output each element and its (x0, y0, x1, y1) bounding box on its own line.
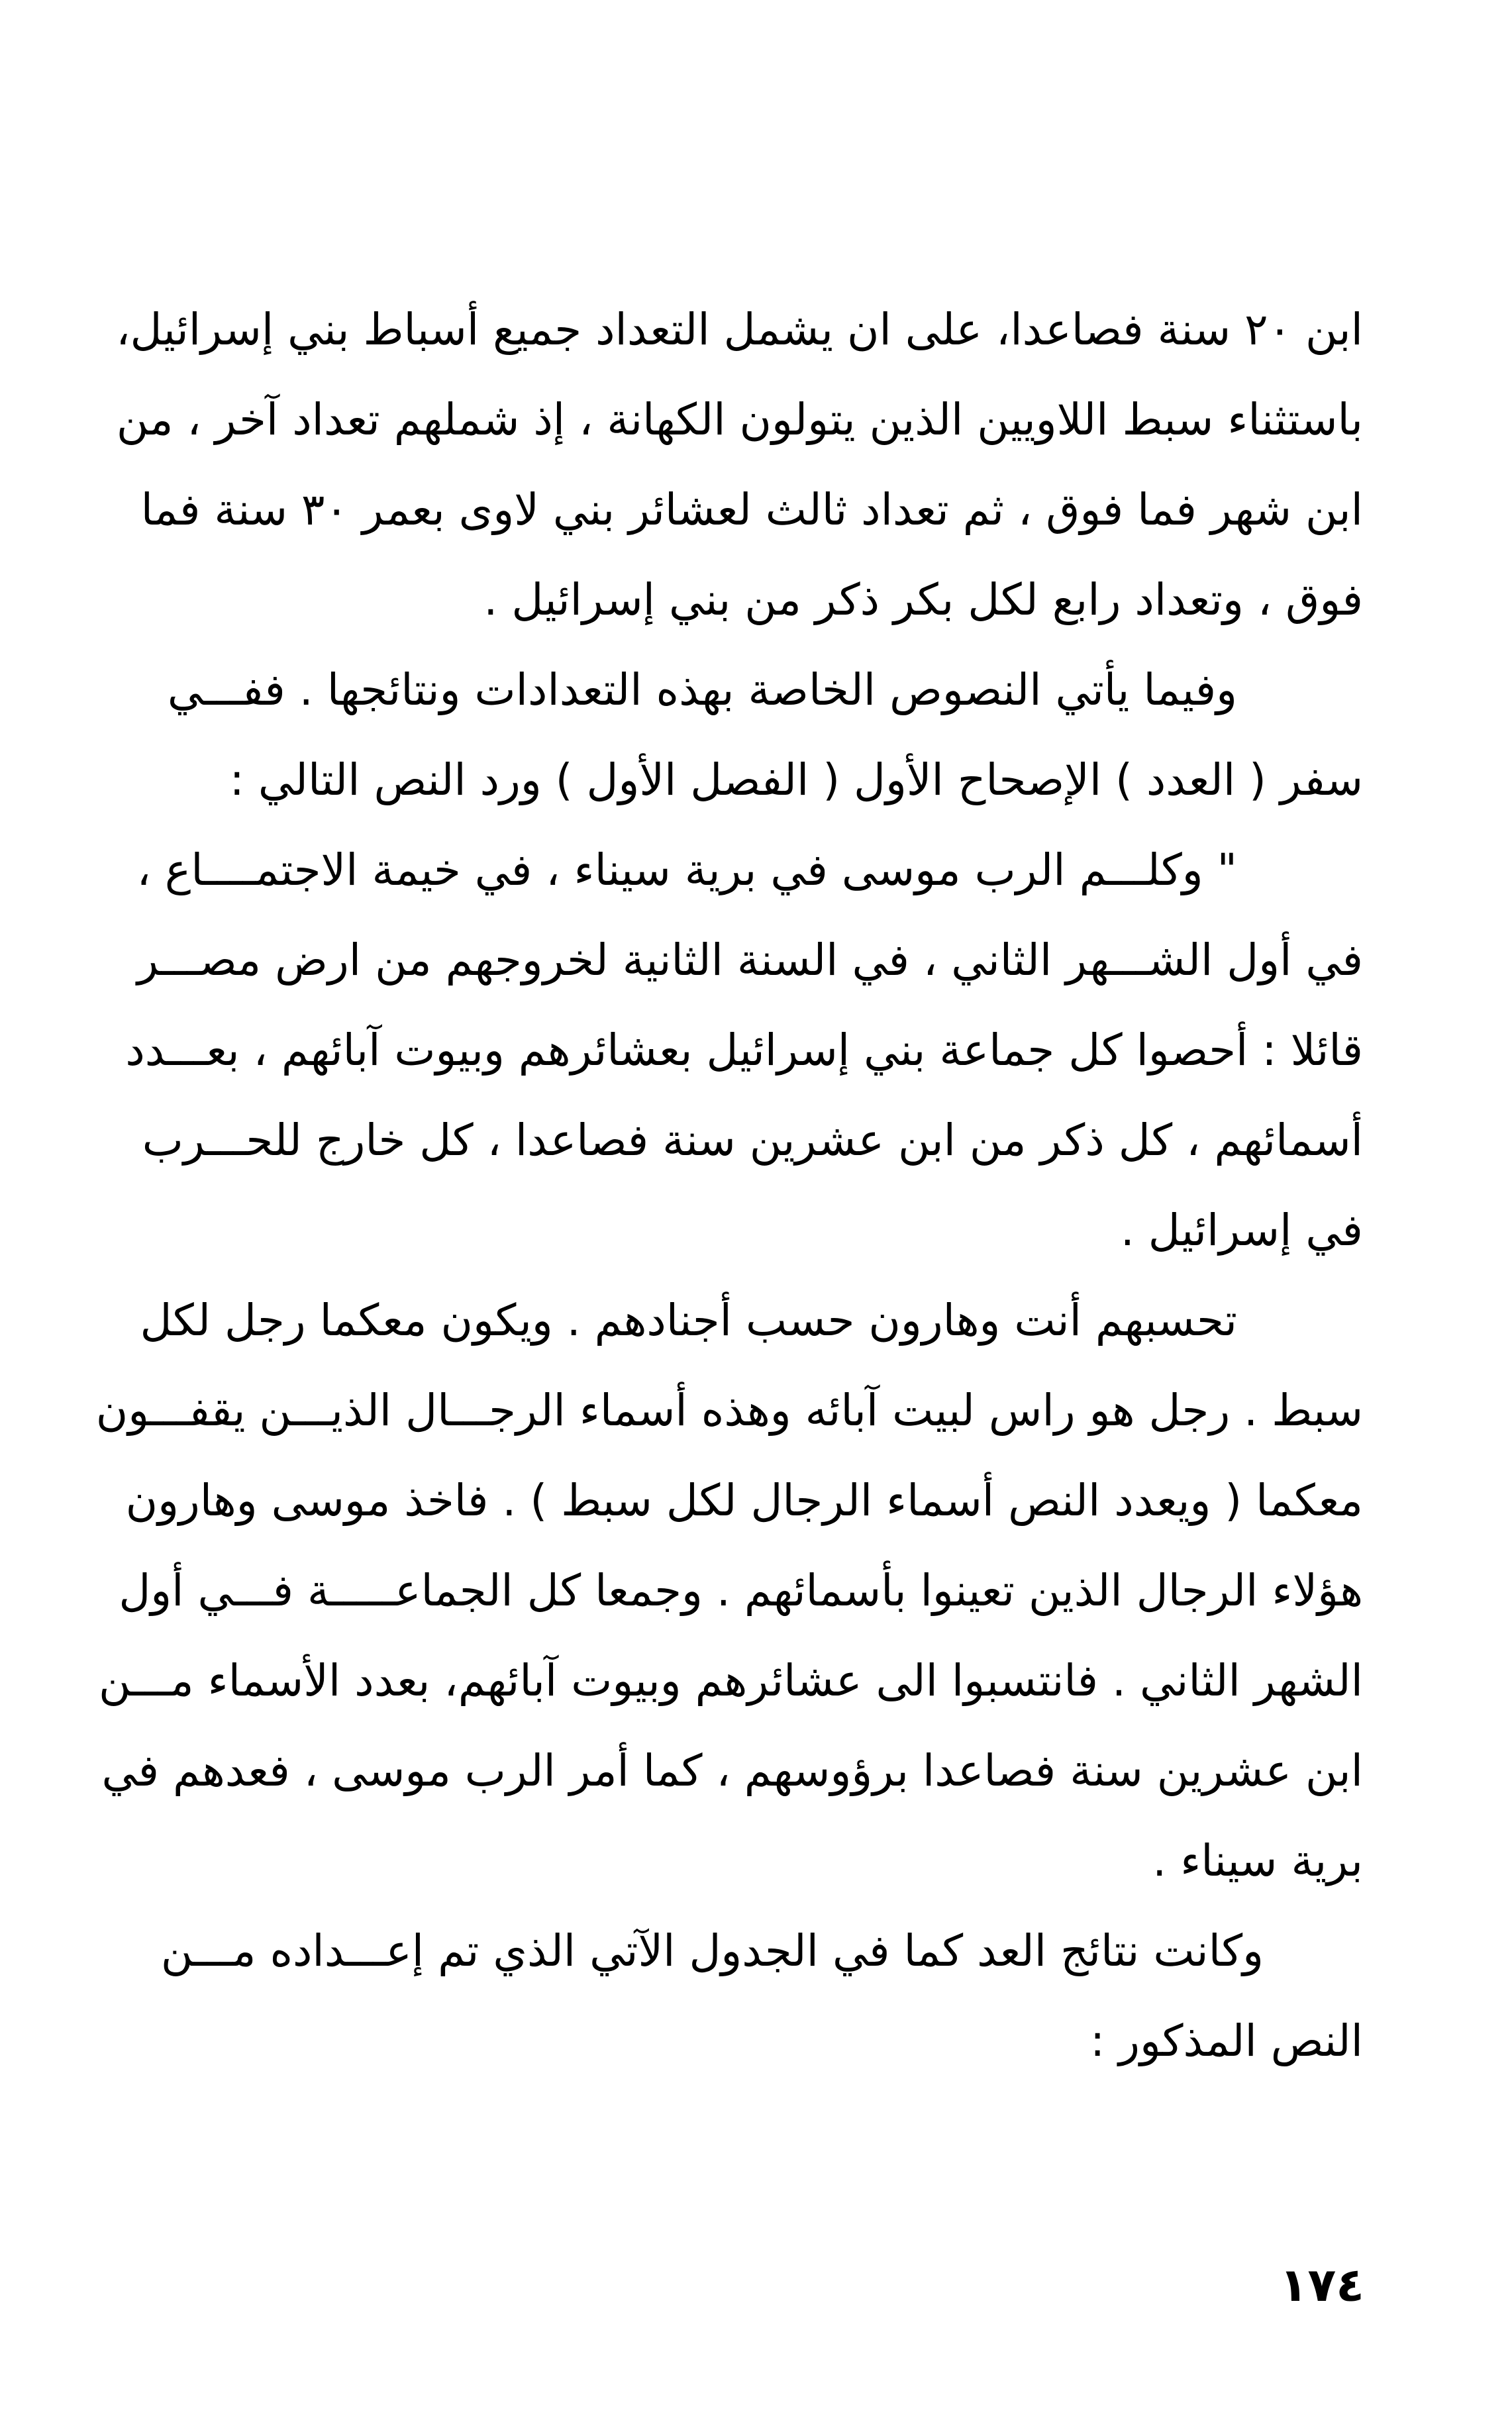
text-line-7: " وكلـــم الرب موسى في برية سيناء ، في خيمة الاجتمــــاع ، (136, 844, 1237, 895)
text-line-13: سبط . رجل هو راس لبيت آبائه وهذه أسماء الرجـــال الذيـــن يقفـــون (95, 1385, 1363, 1436)
text-line-14: معكما ( ويعدد النص أسماء الرجال لكل سبط ) . فاخذ موسى وهارون (125, 1475, 1363, 1526)
text-line-6: سفر ( العدد ) الإصحاح الأول ( الفصل الأول ) ورد النص التالي : (229, 754, 1363, 805)
text-line-8: في أول الشـــهر الثاني ، في السنة الثانية لخروجهم من ارض مصـــر (137, 935, 1363, 986)
text-line-19: وكانت نتائج العد كما في الجدول الآتي الذي تم إعـــداده مـــن (160, 1925, 1264, 1976)
text-line-20: النص المذكور : (1089, 2015, 1363, 2066)
text-line-18: برية سيناء . (1152, 1835, 1363, 1886)
text-line-4: فوق ، وتعداد رابع لكل بكر ذكر من بني إسرائيل . (483, 574, 1363, 625)
text-line-10: أسمائهم ، كل ذكر من ابن عشرين سنة فصاعدا ، كل خارج للحـــرب (142, 1115, 1363, 1166)
text-line-12: تحسبهم أنت وهارون حسب أجنادهم . ويكون معكما رجل لكل (140, 1295, 1237, 1346)
text-line-11: في إسرائيل . (1120, 1205, 1363, 1256)
text-line-3: ابن شهر فما فوق ، ثم تعداد ثالث لعشائر بني لاوى بعمر ٣٠ سنة فما (140, 484, 1363, 535)
text-line-17: ابن عشرين سنة فصاعدا برؤوسهم ، كما أمر الرب موسى ، فعدهم في (101, 1745, 1363, 1796)
text-line-5: وفيما يأتي النصوص الخاصة بهذه التعدادات ونتائجها . ففـــي (167, 664, 1237, 715)
text-line-2: باستثناء سبط اللاويين الذين يتولون الكهانة ، إذ شملهم تعداد آخر ، من (116, 394, 1363, 445)
page-number: ١٧٤ (1279, 2258, 1364, 2312)
text-line-16: الشهر الثاني . فانتسبوا الى عشائرهم وبيوت آبائهم، بعدد الأسماء مـــن (99, 1655, 1363, 1706)
body-text (95, 285, 1363, 2086)
text-line-1: ابن ٢٠ سنة فصاعدا، على ان يشمل التعداد جميع أسباط بني إسرائيل، (116, 304, 1363, 355)
text-line-9: قائلا : أحصوا كل جماعة بني إسرائيل بعشائرهم وبيوت آبائهم ، بعـــدد (125, 1025, 1363, 1076)
text-line-15: هؤلاء الرجال الذين تعينوا بأسمائهم . وجمعا كل الجماعـــــة فـــي أول (119, 1565, 1363, 1616)
